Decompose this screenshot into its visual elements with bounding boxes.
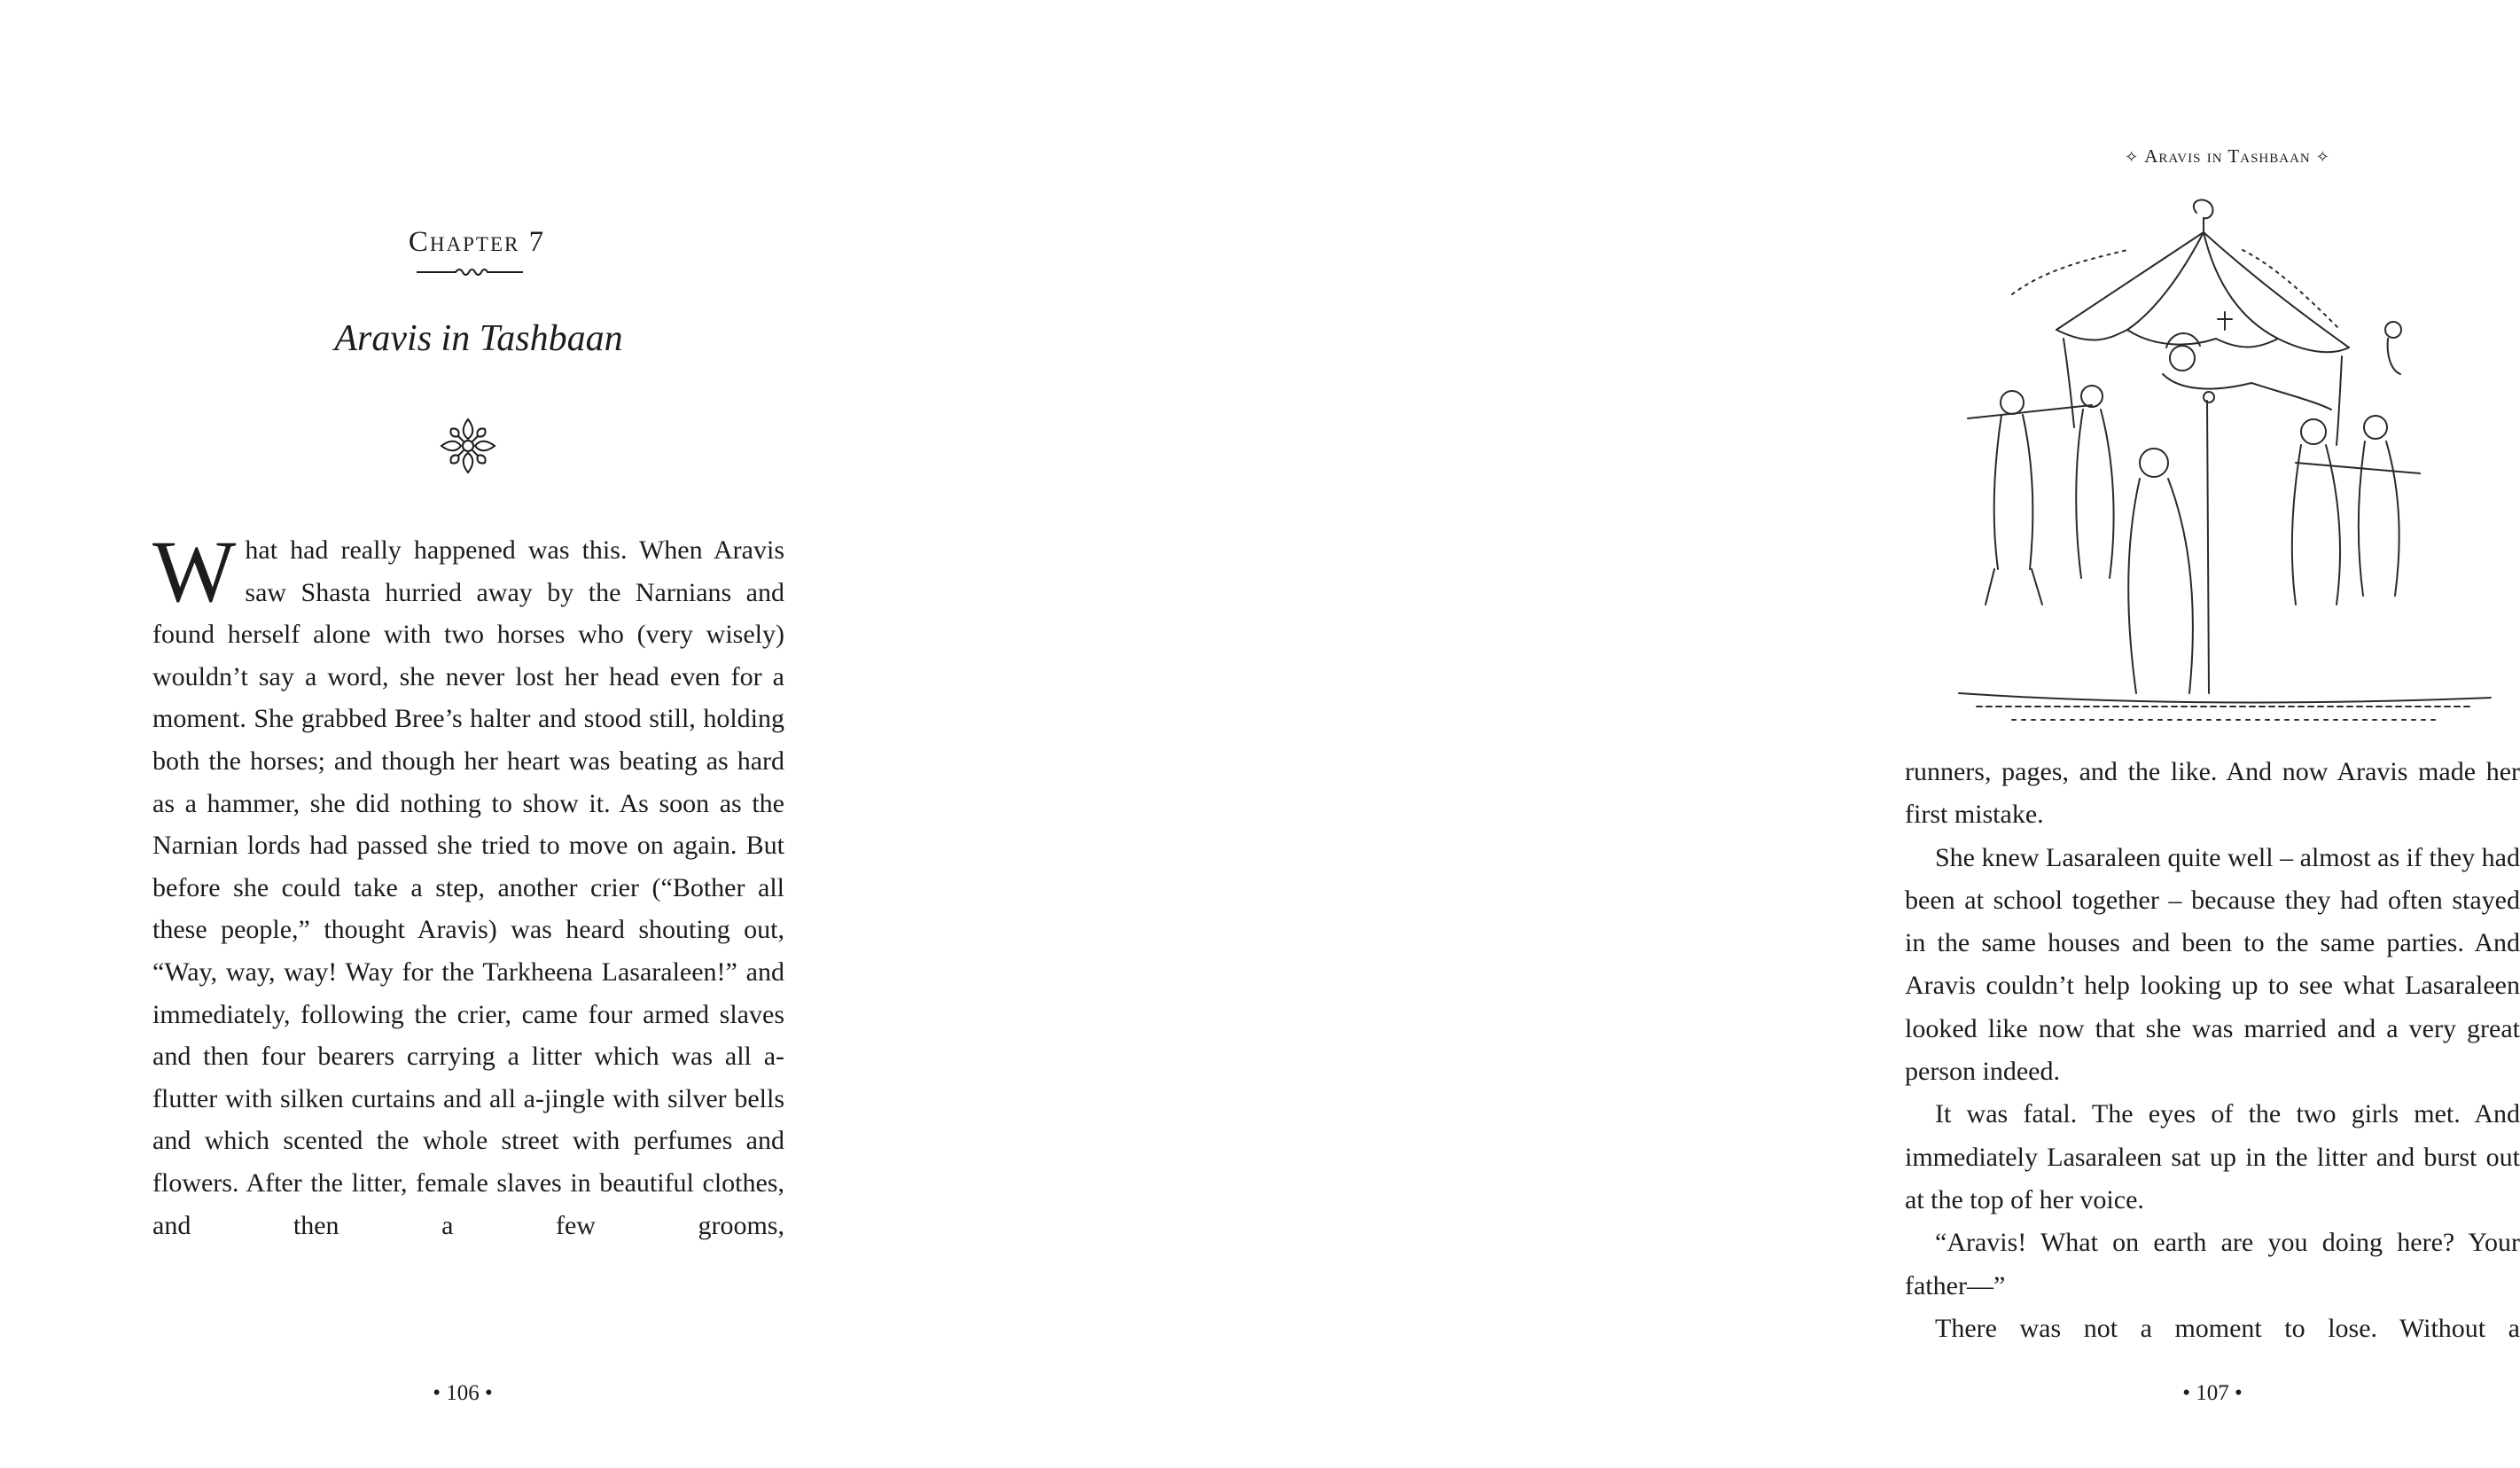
chapter-rule-flourish-icon (417, 266, 523, 278)
page-number-right: • 107 • (2182, 1381, 2243, 1405)
paragraph: She knew Lasaraleen quite well – almost as if they had been at school together – because they had often stayed in the same houses and been to the same parties. And Aravis couldn’t help looking up to see what Lasaraleen looked like now that she was married and a very great person indeed. (1905, 842, 2520, 1087)
left-paragraph: hat had really happened was this. When Aravis saw Shasta hurried away by the Narnians and found herself alone with two horses who (very wisely) wouldn’t say a word, she never lost her head even for a moment. She grabbed Bree’s halter and stood still, holding both the horses; and though her heart was beating as hard as a hammer, she did nothing to show it. As soon as the Narnian lords had passed she tried to move on again. But before she could take a step, another crier (“Bother all these people,” thought Aravis) was heard shouting out, “Way, way, way! Way for the Tarkheena Lasaraleen!” and immediately, following the crier, came four armed slaves and then four bearers carrying a litter which was all a-flutter with silken curtains and all a-jingle with silver bells and which scented the whole street with perfumes and flowers. After the litter, female slaves in beautiful clothes, and then a few grooms, (152, 535, 784, 1240)
paragraph: “Aravis! What on earth are you doing here? Your father—” (1905, 1228, 2520, 1300)
chapter-label: Chapter 7 (408, 226, 546, 258)
drop-cap: W (152, 522, 237, 621)
litter-procession-illustration (1959, 197, 2491, 729)
page-number-right-value: 107 (2196, 1381, 2229, 1405)
diamond-ornament-icon: ✧ (2315, 148, 2330, 166)
paragraph: It was fatal. The eyes of the two girls met. And immediately Lasaraleen sat up in the litter and burst out at the top of her voice. (1905, 1099, 2520, 1214)
page-number-left-value: 106 (446, 1381, 480, 1405)
right-page (886, 0, 2520, 1468)
page-number-left: • 106 • (433, 1381, 493, 1405)
left-page (0, 0, 886, 1468)
quatrefoil-ornament-icon (439, 417, 497, 475)
paragraph: runners, pages, and the like. And now Aravis made her first mistake. (1905, 757, 2520, 830)
diamond-ornament-icon: ✧ (2125, 148, 2140, 166)
right-body-text (1905, 751, 2520, 1350)
paragraph: There was not a moment to lose. Without a (1935, 1313, 2520, 1343)
chapter-title: Aravis in Tashbaan (334, 318, 623, 359)
running-head (2108, 145, 2347, 168)
left-body-text (152, 522, 784, 1246)
running-head-text: Aravis in Tashbaan (2144, 145, 2311, 167)
